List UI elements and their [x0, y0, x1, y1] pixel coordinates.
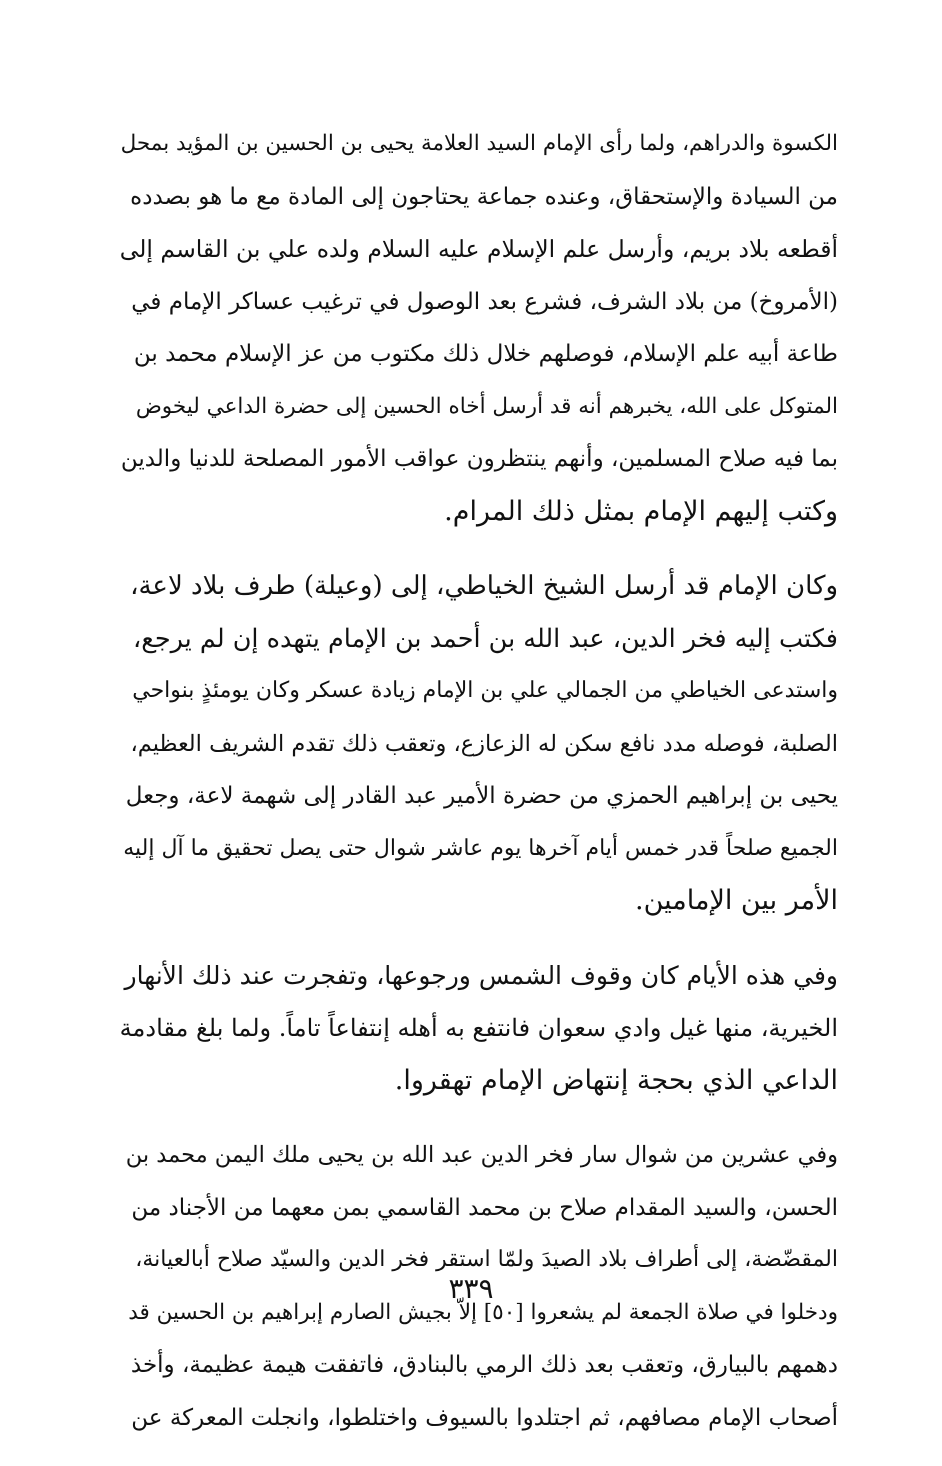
text-line: وكان الإمام قد أرسل الشيخ الخياطي، إلى (وعيلة) طرف بلاد لاعة، — [130, 571, 838, 601]
text-line: الخيرية، منها غيل وادي سعوان فانتفع به أهله إنتفاعاً تاماً. ولما بلغ مقادمة — [120, 1014, 838, 1042]
text-line: دهمهم بالبيارق، وتعقب بعد ذلك الرمي بالبنادق، فاتفقت هيمة عظيمة، وأخذ — [130, 1352, 838, 1378]
paragraph-2 — [120, 560, 838, 928]
text-line: طاعة أبيه علم الإسلام، فوصلهم خلال ذلك مكتوب من عز الإسلام محمد بن — [133, 341, 838, 367]
text-line: وفي هذه الأيام كان وقوف الشمس ورجوعها، وتفجرت عند ذلك الأنهار — [124, 960, 838, 990]
text-line: واستدعى الخياطي من الجمالي علي بن الإمام زيادة عسكر وكان يومئذٍ بنواحي — [132, 678, 838, 703]
paragraph-3 — [120, 950, 838, 1108]
text-line: أقطعه بلاد بريم، وأرسل علم الإسلام عليه السلام ولده علي بن القاسم إلى — [120, 235, 838, 263]
text-line: الحسن، والسيد المقدام صلاح بن محمد القاسمي بمن معهما من الأجناد من — [131, 1194, 838, 1221]
text-line: الجميع صلحاً قدر خمس أيام آخرها يوم عاشر شوال حتى يصل تحقيق ما آل إليه — [123, 835, 838, 861]
body-text — [120, 118, 838, 1466]
text-line: أصحاب الإمام مصافهم، ثم اجتلدوا بالسيوف واختلطوا، وانجلت المعركة عن — [131, 1404, 838, 1431]
text-line: يحيى بن إبراهيم الحمزي من حضرة الأمير عبد القادر إلى شهمة لاعة، وجعل — [125, 783, 838, 809]
text-line: وفي عشرين من شوال سار فخر الدين عبد الله بن يحيى ملك اليمن محمد بن — [125, 1142, 838, 1168]
page-number: ٣٣٩ — [448, 1272, 494, 1305]
paragraph-1 — [120, 118, 838, 538]
text-line: الكسوة والدراهم، ولما رأى الإمام السيد العلامة يحيى بن الحسين بن المؤيد بمحل — [120, 131, 838, 156]
text-line: وكتب إليهم الإمام بمثل ذلك المرام. — [444, 495, 838, 527]
text-line: المتوكل على الله، يخبرهم أنه قد أرسل أخاه الحسين إلى حضرة الداعي ليخوض — [135, 393, 838, 419]
text-line: الداعي الذي بحجة إنتهاض الإمام تهقروا. — [394, 1064, 838, 1096]
text-line: الأمر بين الإمامين. — [635, 885, 838, 916]
text-line: (الأمروخ) من بلاد الشرف، فشرع بعد الوصول في ترغيب عساكر الإمام في — [131, 288, 838, 315]
text-line: الصلبة، فوصله مدد نافع سكن له الزعازع، وتعقب ذلك تقدم الشريف العظيم، — [130, 730, 838, 757]
text-line: من السيادة والإستحقاق، وعنده جماعة يحتاجون إلى المادة مع ما هو بصدده — [130, 183, 838, 210]
text-line: ودخلوا في صلاة الجمعة لم يشعروا [٥٠] إلاّ بجيش الصارم إبراهيم بن الحسين قد — [128, 1299, 838, 1325]
text-line: بما فيه صلاح المسلمين، وأنهم ينتظرون عواقب الأمور المصلحة للدنيا والدين — [120, 446, 838, 472]
text-line: فكتب إليه فخر الدين، عبد الله بن أحمد بن الإمام يتهده إن لم يرجع، — [133, 623, 838, 654]
text-line: المقضّضة، إلى أطراف بلاد الصيدَ ولمّا استقر فخر الدين والسيّد صلاح أبالعيانة، — [135, 1247, 838, 1272]
